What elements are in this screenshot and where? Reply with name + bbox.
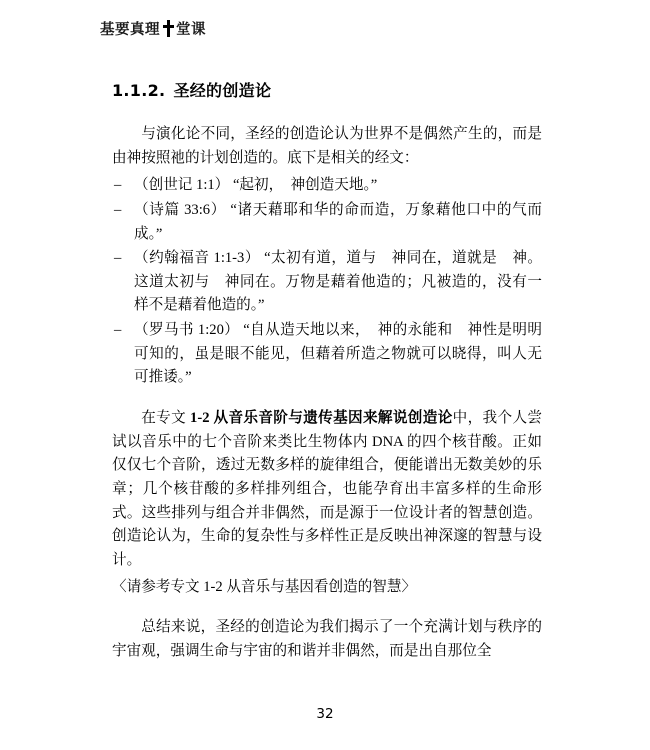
cross-reference-note: 〈请参考专文 1-2 从音乐与基因看创造的智慧〉 bbox=[112, 578, 417, 595]
conclusion-paragraph: 总结来说，圣经的创造论为我们揭示了一个充满计划与秩序的宇宙观，强调生命与宇宙的和谐并非偶然，而是出自那位全 bbox=[112, 619, 542, 659]
list-item bbox=[112, 199, 542, 246]
list-marker: – bbox=[114, 322, 122, 339]
intro-paragraph: 与演化论不同，圣经的创造论认为世界不是偶然产生的，而是由神按照祂的计划创造的。底下是相关的经文： bbox=[112, 126, 542, 166]
verse-reference: （约翰福音 1:1-3） bbox=[134, 250, 260, 267]
essay-text-part2: 中，我个人尝试以音乐中的七个音阶来类比生物体内 DNA 的四个核苷酸。正如仅仅七个音阶，透过无数多样的旋律组合，便能谱出无数美妙的乐章；几个核苷酸的多样排列组合，也能孕育出丰富多样的生命形式。这些排列与组合并非偶然，而是源于一位设计者的智慧创造。创造论认为，生命的复杂性与多样性正是反映出神深邃的智慧与设计。 bbox=[112, 410, 542, 568]
page-content bbox=[112, 78, 542, 666]
verse-reference: （罗马书 1:20） bbox=[134, 322, 240, 339]
cross-icon bbox=[162, 20, 174, 37]
verse-text bbox=[134, 199, 542, 246]
list-item bbox=[112, 174, 542, 198]
verse-reference: （创世记 1:1） bbox=[134, 177, 230, 194]
list-marker: – bbox=[114, 250, 122, 267]
essay-paragraph bbox=[112, 407, 542, 572]
section-heading bbox=[112, 78, 542, 101]
essay-text-part1: 在专文 bbox=[141, 410, 187, 427]
verse-reference: （诗篇 33:6） bbox=[134, 201, 226, 218]
verse-text bbox=[134, 174, 542, 198]
list-item bbox=[112, 319, 542, 390]
verse-quote: “太初有道，道与 神同在，道就是 神。这道太初与 神同在。万物是藉着他造的；凡被造的，没有一样不是藉着他造的。” bbox=[134, 250, 542, 314]
verse-text bbox=[134, 319, 542, 390]
list-item bbox=[112, 247, 542, 318]
header-right-text: 堂课 bbox=[176, 22, 206, 38]
verse-quote: “诸天藉耶和华的命而造，万象藉他口中的气而成。” bbox=[134, 201, 543, 242]
verse-list bbox=[112, 174, 542, 390]
verse-quote: “自从造天地以来， 神的永能和 神性是明明可知的，虽是眼不能见，但藉着所造之物就可以晓得，叫人无可推诿。” bbox=[134, 322, 542, 386]
verse-quote: “起初， 神创造天地。” bbox=[232, 177, 378, 194]
section-title-text: 圣经的创造论 bbox=[173, 81, 272, 100]
running-header bbox=[100, 18, 206, 39]
essay-title-bold: 1-2 从音乐音阶与遗传基因来解说创造论 bbox=[190, 410, 453, 427]
section-number: 1.1.2. bbox=[112, 81, 166, 100]
verse-text bbox=[134, 247, 542, 318]
header-left-text: 基要真理 bbox=[100, 22, 160, 38]
list-marker: – bbox=[114, 201, 122, 218]
list-marker: – bbox=[114, 177, 122, 194]
page-number: 32 bbox=[316, 706, 334, 722]
